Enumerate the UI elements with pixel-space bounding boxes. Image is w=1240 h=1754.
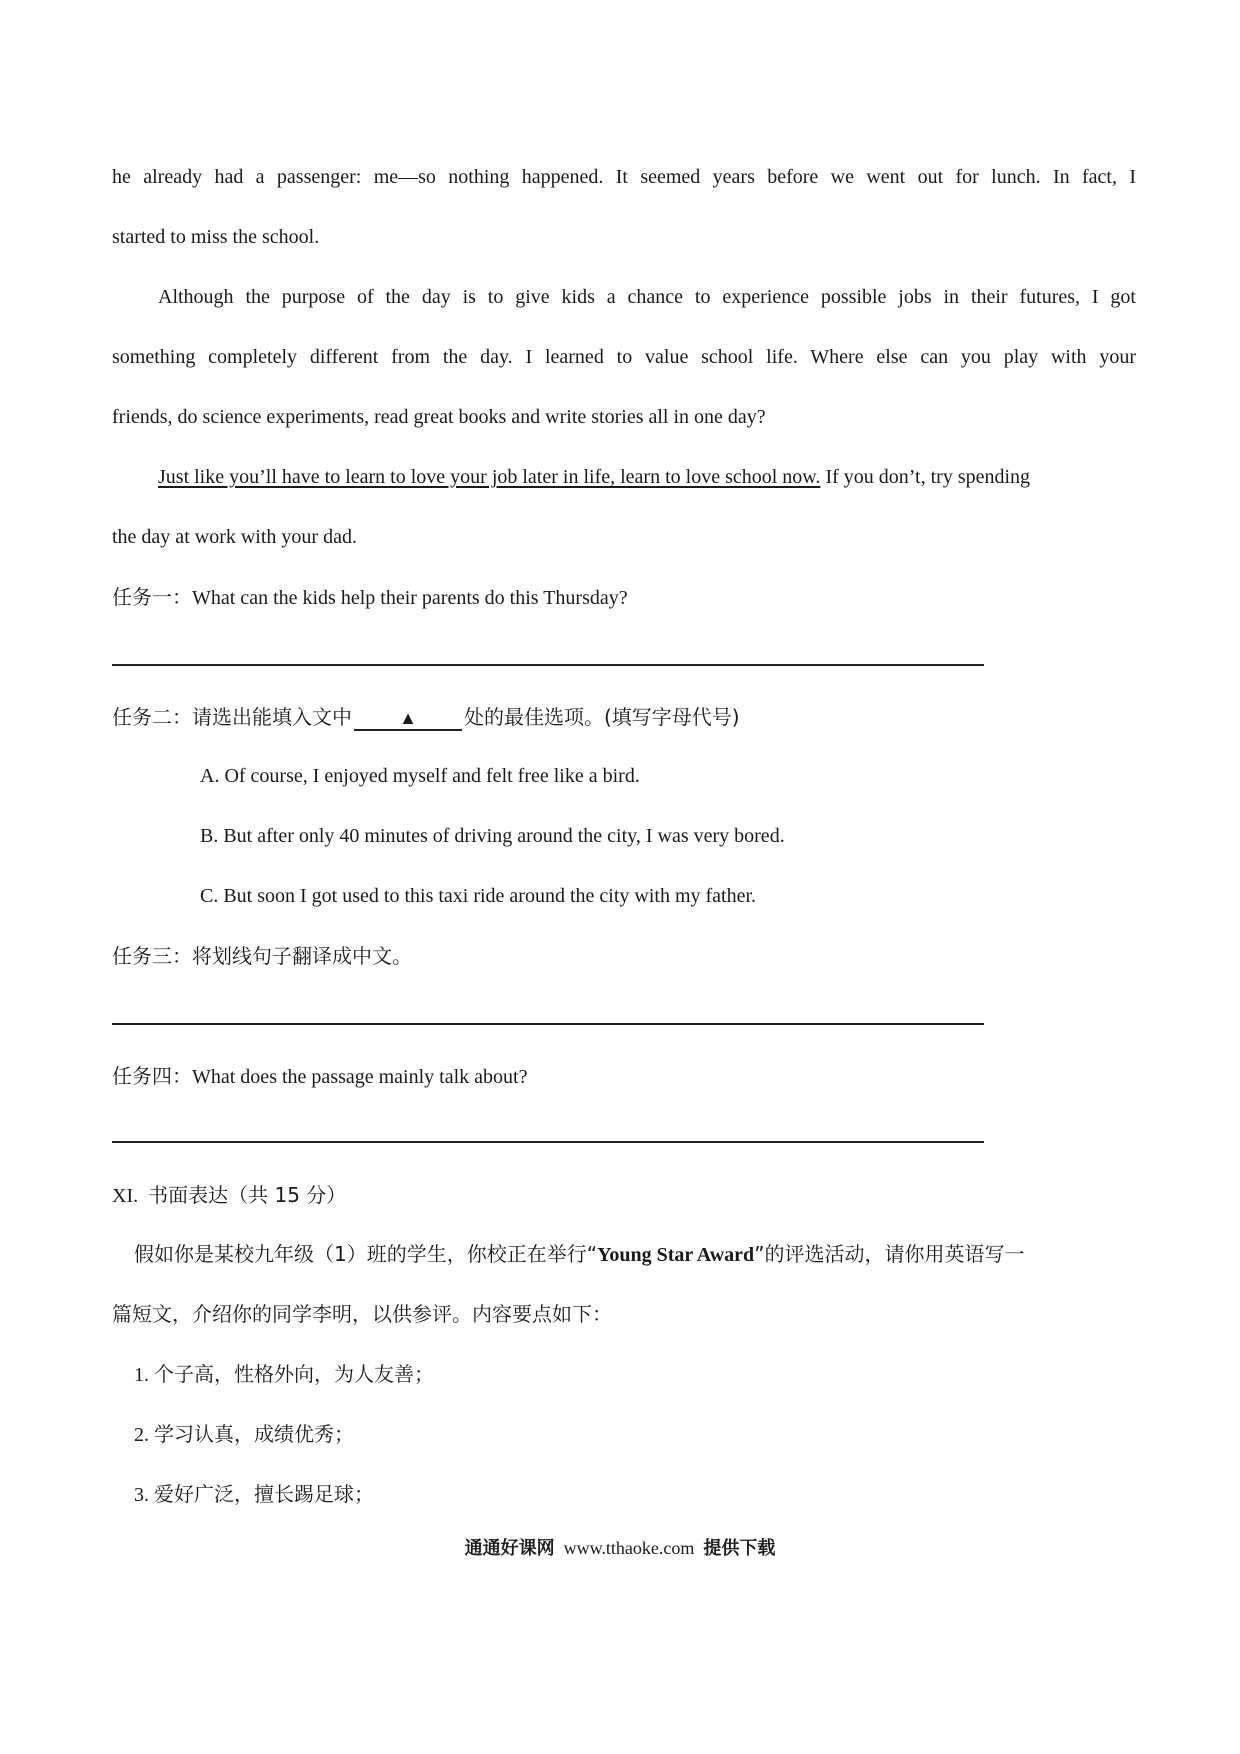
point-number: 2. <box>134 1424 149 1446</box>
task-label: 任务四： <box>112 1064 192 1088</box>
writing-prompt: 篇短文，介绍你的同学李明，以供参评。内容要点如下： <box>112 1302 612 1326</box>
point-number: 1. <box>134 1364 149 1386</box>
option-c: C. But soon I got used to this taxi ride around the city with my father. <box>200 885 757 907</box>
point-text: 爱好广泛，擅长踢足球； <box>154 1482 374 1506</box>
footer-url[interactable]: www.tthaoke.com <box>563 1538 695 1558</box>
passage-line: Although the purpose of the day is to give kids a chance to experience possible jobs in their futures, I got <box>158 286 1136 308</box>
task-label: 任务一： <box>112 585 192 609</box>
point-text: 学习认真，成绩优秀； <box>154 1422 354 1446</box>
task-instruction: 处的最佳选项。(填写字母代号) <box>464 705 740 729</box>
writing-prompt <box>134 1240 1158 1269</box>
award-name: Young Star Award <box>597 1244 755 1266</box>
option-a: A. Of course, I enjoyed myself and felt free like a bird. <box>200 765 640 787</box>
answer-line[interactable] <box>112 1023 984 1025</box>
task-3 <box>112 942 1136 971</box>
task-question: What does the passage mainly talk about? <box>192 1066 528 1088</box>
section-title: 书面表达（共 15 分） <box>148 1183 347 1207</box>
option-b: B. But after only 40 minutes of driving around the city, I was very bored. <box>200 825 785 847</box>
task-label: 任务三： <box>112 944 192 968</box>
page-footer <box>0 1535 1240 1562</box>
footer-suffix: 提供下载 <box>703 1538 776 1559</box>
list-item <box>134 1480 1158 1509</box>
task-question: What can the kids help their parents do this Thursday? <box>192 587 628 609</box>
point-text: 个子高，性格外向，为人友善； <box>154 1362 434 1386</box>
answer-line[interactable] <box>112 1141 984 1143</box>
list-item <box>134 1360 1158 1389</box>
footer-brand: 通通好课网 <box>464 1538 555 1559</box>
passage-line <box>158 463 1136 491</box>
list-item <box>134 1420 1158 1449</box>
section-heading <box>112 1181 1136 1210</box>
section-number: XI. <box>112 1185 139 1207</box>
task-1 <box>112 583 1136 612</box>
task-label: 任务二： <box>112 705 192 729</box>
task-2 <box>112 703 1136 732</box>
passage-line: the day at work with your dad. <box>112 526 357 548</box>
blank-marker: ▲ <box>354 707 462 731</box>
passage-line: friends, do science experiments, read great books and write stories all in one day? <box>112 406 766 428</box>
underlined-sentence: Just like you’ll have to learn to love your job later in life, learn to love school now. <box>158 466 821 488</box>
passage-line: something completely different from the day. I learned to value school life. Where else can you play with your <box>112 346 1136 368</box>
prompt-text: 假如你是某校九年级（1）班的学生，你校正在举行“ <box>134 1242 598 1266</box>
prompt-text: ”的评选活动，请你用英语写一 <box>754 1242 1025 1266</box>
answer-line[interactable] <box>112 664 984 666</box>
point-number: 3. <box>134 1484 149 1506</box>
task-4 <box>112 1062 1136 1091</box>
task-instruction: 将划线句子翻译成中文。 <box>192 944 412 968</box>
task-instruction: 请选出能填入文中 <box>192 705 352 729</box>
passage-text: If you don’t, try spending <box>820 466 1031 488</box>
passage-line: started to miss the school. <box>112 226 320 248</box>
passage-line: he already had a passenger: me—so nothing happened. It seemed years before we went out for lunch. In fact, I <box>112 166 1136 188</box>
